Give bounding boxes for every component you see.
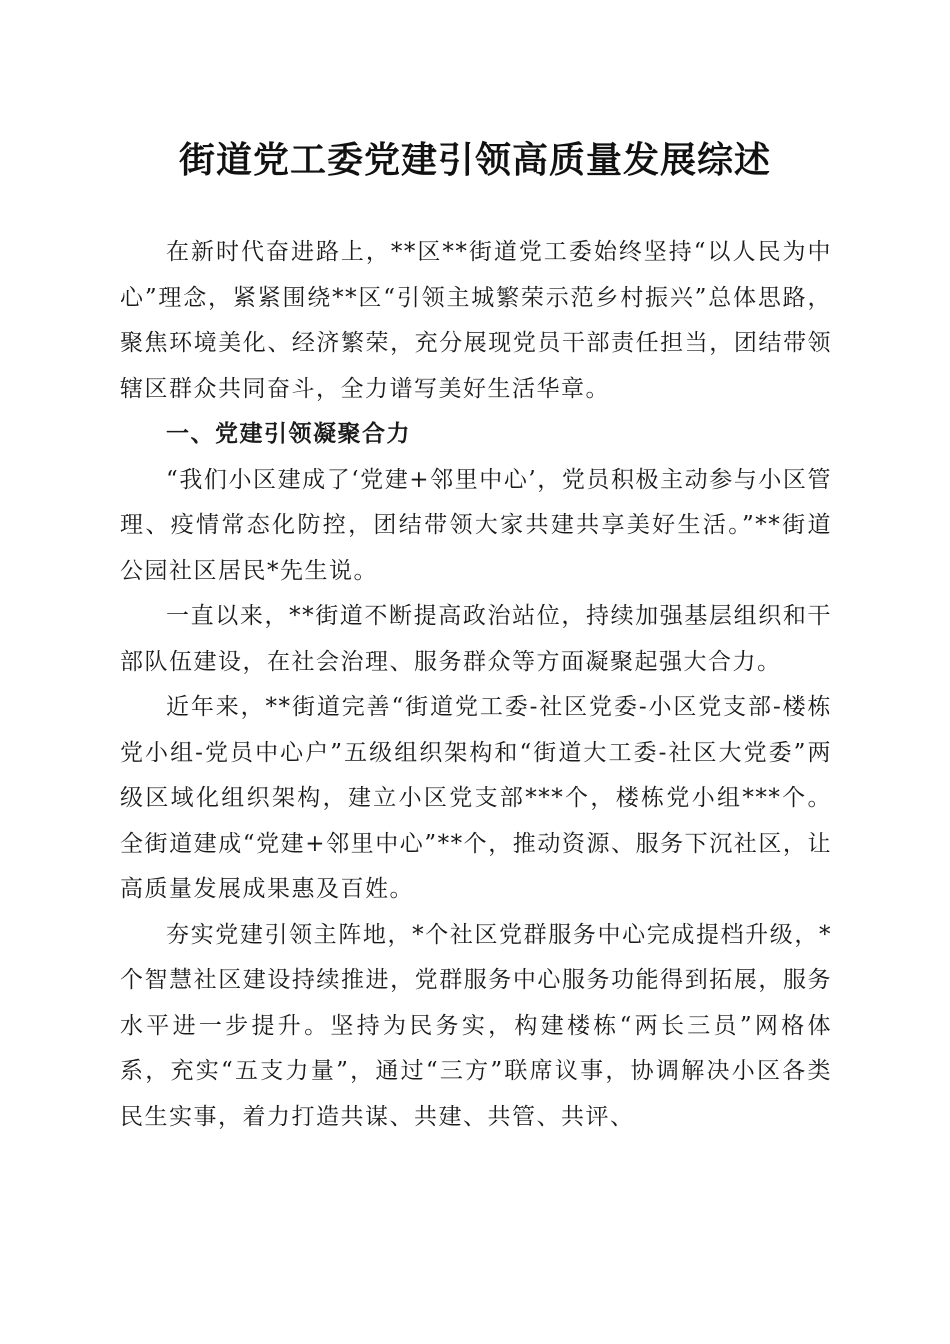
body-paragraph: 一直以来，**街道不断提高政治站位，持续加强基层组织和干部队伍建设，在社会治理、服务群众等方面凝聚起强大合力。 (120, 603, 832, 675)
intro-paragraph: 在新时代奋进路上，**区**街道党工委始终坚持“以人民为中心”理念，紧紧围绕**区“引领主城繁荣示范乡村振兴”总体思路，聚焦环境美化、经济繁荣，充分展现党员干部责任担当，团结带领辖区群众共同奋斗，全力谱写美好生活华章。 (120, 239, 832, 402)
document-title: 街道党工委党建引领高质量发展综述 (178, 139, 771, 181)
body-paragraph: 近年来，**街道完善“街道党工委-社区党委-小区党支部-楼栋党小组-党员中心户”五级组织架构和“街道大工委-社区大党委”两级区域化组织架构，建立小区党支部***个，楼栋党小组***个。全街道建成“党建+邻里中心”**个，推动资源、服务下沉社区，让高质量发展成果惠及百姓。 (120, 694, 832, 902)
document-body (120, 230, 832, 1140)
section-heading: 一、党建引领凝聚合力 (166, 421, 411, 447)
quote-paragraph: “我们小区建成了‘党建+邻里中心’，党员积极主动参与小区管理、疫情常态化防控，团结带领大家共建共享美好生活。”**街道公园社区居民*先生说。 (120, 466, 832, 584)
body-paragraph: 夯实党建引领主阵地，*个社区党群服务中心完成提档升级，*个智慧社区建设持续推进，党群服务中心服务功能得到拓展，服务水平进一步提升。坚持为民务实，构建楼栋“两长三员”网格体系，充实“五支力量”，通过“三方”联席议事，协调解决小区各类民生实事，着力打造共谋、共建、共管、共评、 (120, 921, 832, 1130)
